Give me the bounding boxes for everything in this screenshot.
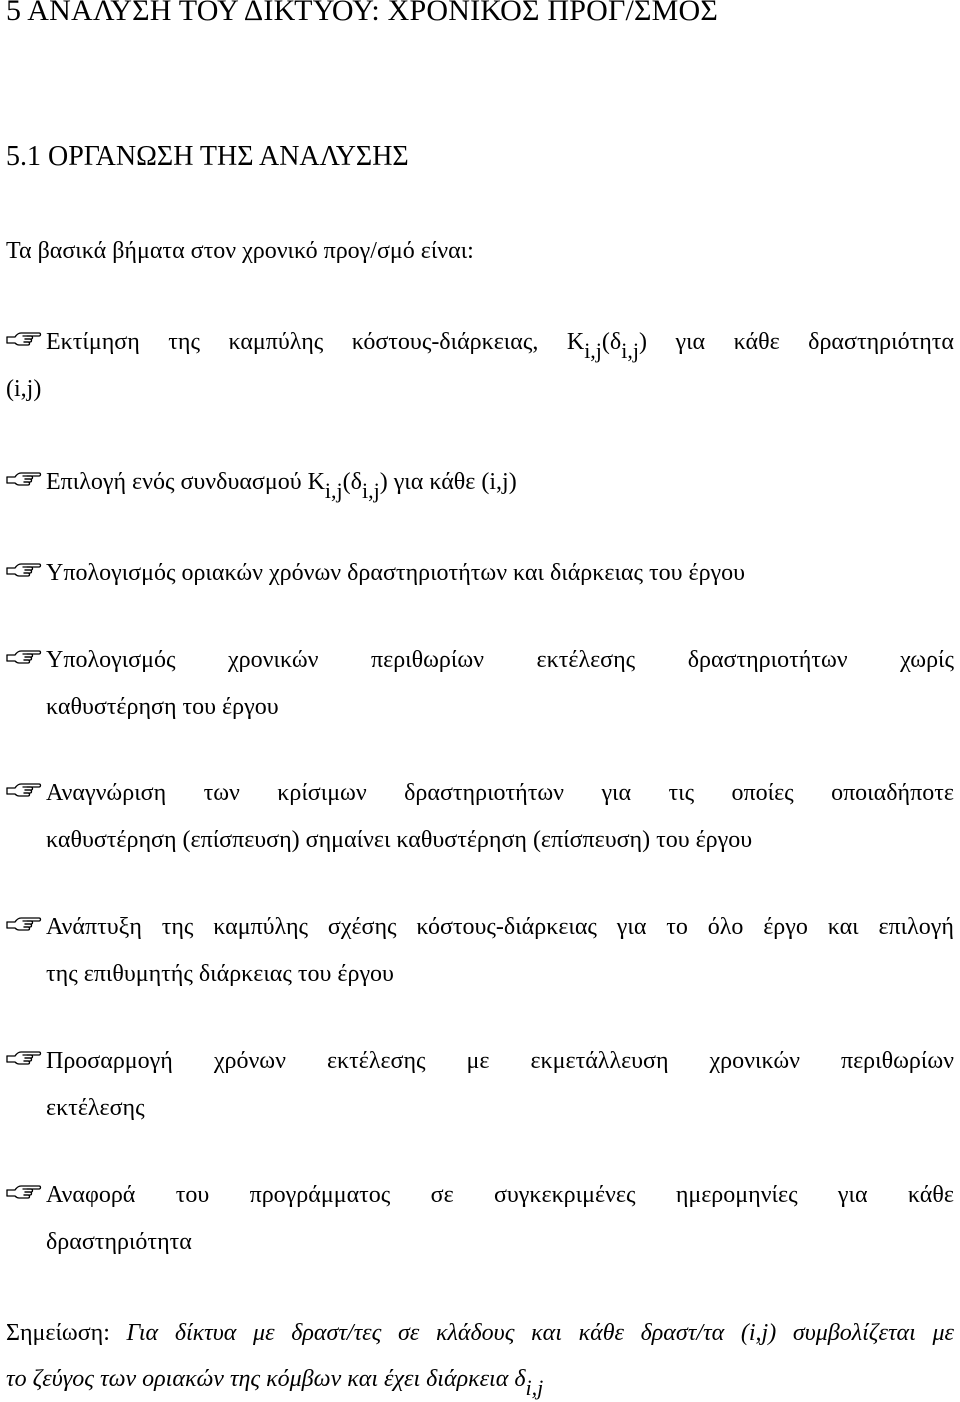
pointing-hand-icon bbox=[6, 560, 42, 584]
pointing-hand-icon bbox=[6, 1048, 42, 1072]
bullet-continuation: εκτέλεσης bbox=[46, 1095, 145, 1121]
bullet-item: Ανάπτυξη της καμπύλης σχέσης κόστους-διάρκειας για το όλο έργο και επιλογή της επιθυμητής διάρκειας του έργου bbox=[6, 904, 954, 998]
pointing-hand-icon bbox=[6, 469, 42, 493]
chapter-heading: 5 ΑΝΑΛΥΣΗ ΤΟΥ ΔΙΚΤΥΟΥ: ΧΡΟΝΙΚΟΣ ΠΡΟΓ/ΣΜΟΣ bbox=[6, 0, 719, 27]
word: κάθε bbox=[733, 329, 780, 355]
bullet-item: Υπολογισμός οριακών χρόνων δραστηριοτήτων και διάρκειας του έργου bbox=[6, 550, 954, 597]
bullet-item: Επιλογή ενός συνδυασμού Ki,j(δi,j) για κάθε (i,j) bbox=[6, 458, 954, 506]
formula: Ki,j(δi,j) bbox=[566, 329, 647, 363]
word: καμπύλης bbox=[228, 329, 324, 355]
bullet-continuation: δραστηριότητα bbox=[46, 1229, 192, 1255]
pointing-hand-icon bbox=[6, 647, 42, 671]
pointing-hand-icon bbox=[6, 780, 42, 804]
word: δραστηριότητα bbox=[808, 329, 954, 355]
intro-text: Τα βασικά βήματα στον χρονικό προγ/σμό είναι: bbox=[6, 238, 474, 264]
bullet-item: Υπολογισμός χρονικών περιθωρίων εκτέλεσης δραστηριοτήτων χωρίς καθυστέρηση του έργου bbox=[6, 637, 954, 731]
word: κόστους-διάρκειας, bbox=[351, 329, 539, 355]
pointing-hand-icon bbox=[6, 329, 42, 353]
bullet-continuation: της επιθυμητής διάρκειας του έργου bbox=[46, 961, 394, 987]
word: Εκτίμηση bbox=[46, 329, 140, 355]
note: Σημείωση: Για δίκτυα με δραστ/τες σε κλάδους και κάθε δραστ/τα (i,j) συμβολίζεται με το ζεύγος των οριακών της κόμβων και έχει διάρκεια δi,j bbox=[6, 1310, 954, 1402]
bullet-item bbox=[6, 318, 954, 413]
section-heading: 5.1 ΟΡΓΑΝΩΣΗ ΤΗΣ ΑΝΑΛΥΣΗΣ bbox=[6, 141, 409, 172]
pointing-hand-icon bbox=[6, 914, 42, 938]
pointing-hand-icon bbox=[6, 1182, 42, 1206]
word: για bbox=[675, 329, 706, 355]
bullet-item: Αναγνώριση των κρίσιμων δραστηριοτήτων για τις οποίες οποιαδήποτε καθυστέρηση (επίσπευση) σημαίνει καθυστέρηση (επίσπευση) του έργου bbox=[6, 770, 954, 864]
bullet-continuation: (i,j) bbox=[6, 376, 42, 402]
bullet-item: Αναφορά του προγράμματος σε συγκεκριμένες ημερομηνίες για κάθε δραστηριότητα bbox=[6, 1172, 954, 1266]
word: της bbox=[168, 329, 200, 355]
bullet-continuation: καθυστέρηση (επίσπευση) σημαίνει καθυστέρηση (επίσπευση) του έργου bbox=[46, 827, 753, 853]
bullet-item: Προσαρμογή χρόνων εκτέλεσης με εκμετάλλευση χρονικών περιθωρίων εκτέλεσης bbox=[6, 1038, 954, 1132]
note-label: Σημείωση: bbox=[6, 1320, 110, 1346]
bullet-continuation: καθυστέρηση του έργου bbox=[46, 694, 279, 720]
note-line-2: το ζεύγος των οριακών της κόμβων και έχει διάρκεια δ bbox=[6, 1366, 526, 1392]
